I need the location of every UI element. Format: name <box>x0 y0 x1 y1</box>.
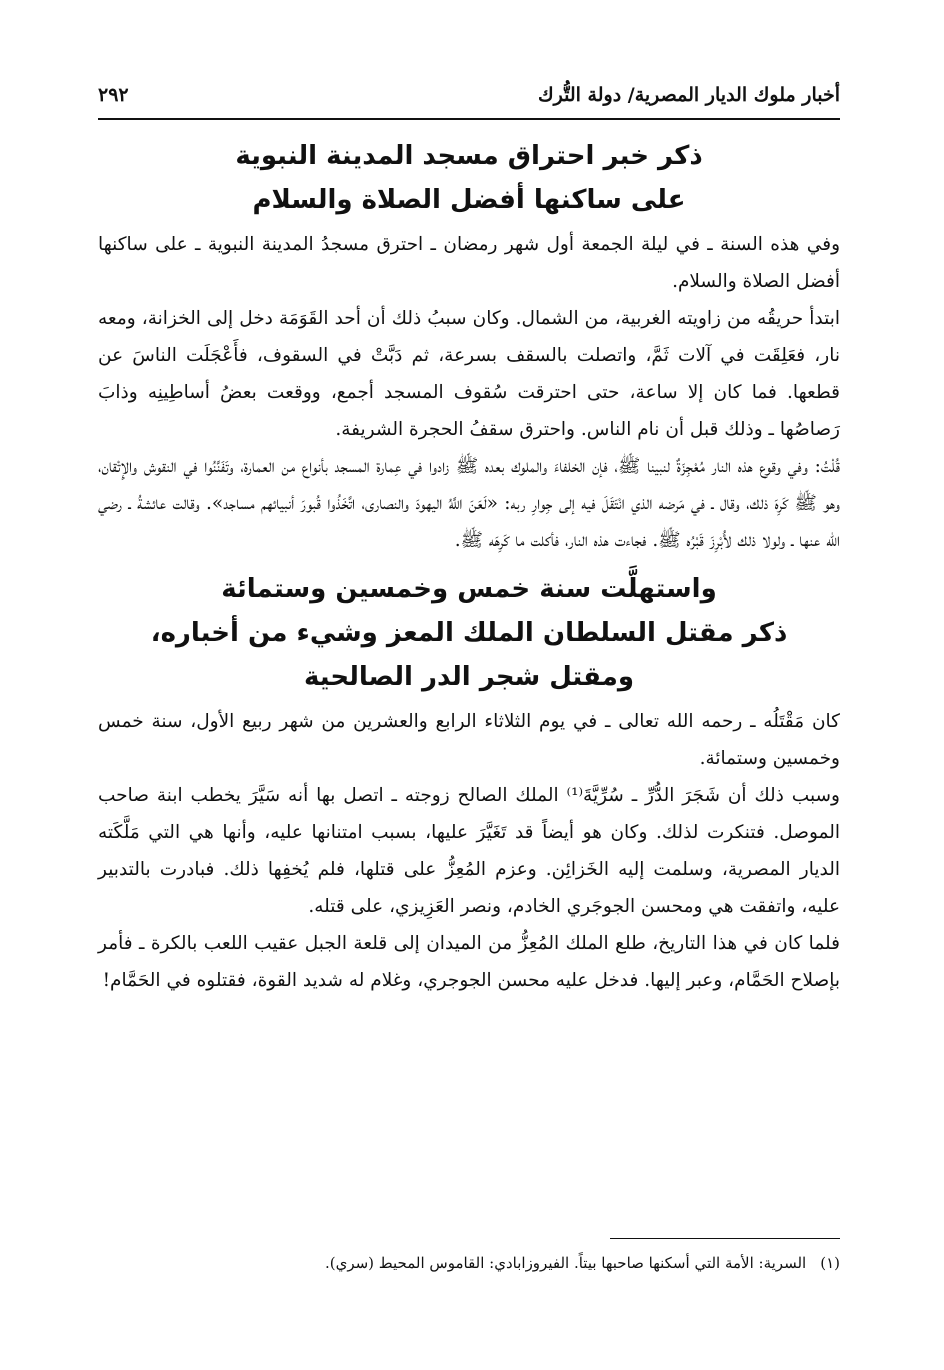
paragraph: وسبب ذلك أن شَجَرَ الدُّرِّ ـ سُرِّيَّةَ⁽¹⁾ الملك الصالح زوجته ـ اتصل بها أنه سَيَّرَ يخطب ابنة صاحب الموصل. فتنكرت لذلك. وكان هو أيضاً قد تَغَيَّرَ عليها، بسبب امتنانها عليه، وأنها هي التي مَلَّكَته الديار المصرية، وسلمت إليه الخَزائِن. وعزم المُعِزُّ على قتلها، فلم يُخفِها ذلك. فبادرت بالتدبير عليه، واتفقت هي ومحسن الجوجَري الخادم، ونصر العَزِيزي، على قتله. <box>98 785 840 917</box>
section-title-line: واستهلَّت سنة خمس وخمسين وستمائة <box>221 574 717 604</box>
section-title-line: ومقتل شجر الدر الصالحية <box>303 662 635 692</box>
section-title-line: على ساكنها أفضل الصلاة والسلام <box>252 185 686 215</box>
paragraph: وفي هذه السنة ـ في ليلة الجمعة أول شهر رمضان ـ احترق مسجدُ المدينة النبوية ـ على ساكنها أفضل الصلاة والسلام. <box>98 234 840 292</box>
paragraph: فلما كان في هذا التاريخ، طلع الملك المُعِزُّ من الميدان إلى قلعة الجبل عقيب اللعب بالكرة ـ فأمر بإصلاح الحَمَّام، وعبر إليها. فدخل عليه محسن الجوجري، وغلام له شديد القوة، فقتلوه في الحَمَّام! <box>98 933 840 991</box>
footnote <box>98 1250 840 1276</box>
section-mosque-fire <box>98 134 840 559</box>
section-year-655 <box>98 567 840 999</box>
section-title-line: ذكر مقتل السلطان الملك المعز وشيء من أخباره، <box>150 618 788 648</box>
paragraph: كان مَقْتَلُه ـ رحمه الله تعالى ـ في يوم الثلاثاء الرابع والعشرين من شهر ربيع الأول، سنة خمس وخمسين وستمائة. <box>98 711 840 769</box>
footnote-marker: (١) <box>820 1254 840 1272</box>
header-rule <box>98 118 840 120</box>
running-title: أخبار ملوك الديار المصرية/ دولة التُّرك <box>537 84 840 106</box>
paragraph: ابتدأ حريقُه من زاويته الغربية، من الشمال. وكان سببُ ذلك أن أحد القَوَمَة دخل إلى الخزانة، ومعه نار، فعَلِقَت في آلات ثَمَّ، واتصلت بالسقف بسرعة، ثم دَبَّتْ في السقوف، فأَعْجَلَت الناسَ عن قطعها. فما كان إلا ساعة، حتى احترقت سُقوف المسجد أجمع، ووقعت بعضُ أساطِينِه وذابَ رَصاصُها ـ وذلك قبل أن نام الناس. واحترق سقفُ الحجرة الشريفة. <box>98 308 840 440</box>
section-title-line: ذكر خبر احتراق مسجد المدينة النبوية <box>235 141 703 171</box>
footnotes <box>98 1250 840 1276</box>
footnote-rule <box>610 1238 840 1239</box>
running-head <box>98 78 840 112</box>
page-body <box>98 134 840 999</box>
footnote-text: السرية: الأمة التي أسكنها صاحبها بيتاً. الفيروزابادي: القاموس المحيط (سري). <box>324 1254 807 1272</box>
paragraph: قُلْتُ: وفي وقوع هذه النار مُعْجِزَةٌ لنبينا ﷺ، فإن الخلفاءَ والملوك بعده ﷺ زادوا في عِمارة المسجد بأنواع من العمارة، وتَفَنَّنُوا في النقوش والإِتْقان، وهو ﷺ كَرِهَ ذلك، وقال ـ في مَرضه الذي انْتَقَلَ فيه إلى جِوارِ ربه: «لَعَنَ اللَّهُ اليهودَ والنصارى، اتَّخَذُوا قُبورَ أنبيائهم مساجد». وقالت عائشةُ ـ رضي الله عنها ـ ولولا ذلك لأُبْرِزَ قَبْرُه ﷺ. فجاءت هذه النار، فأكلت ما كَرِهَه ﷺ. <box>98 456 840 551</box>
page-number: ٢٩٢ <box>98 84 129 106</box>
